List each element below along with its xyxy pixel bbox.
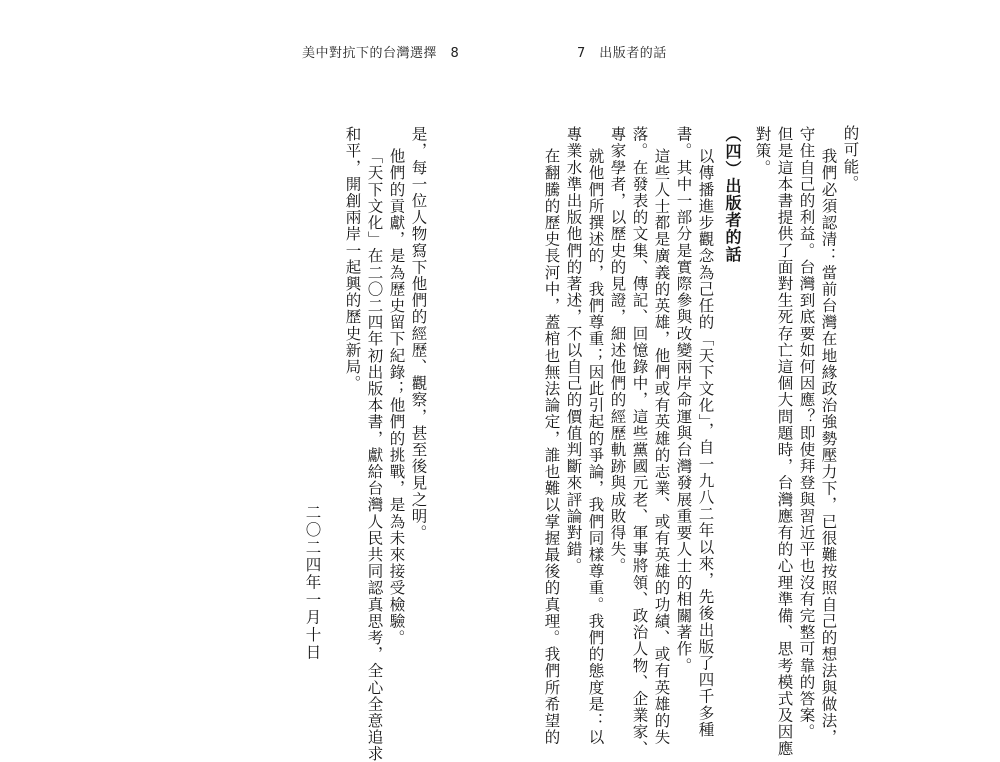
text-column: 守住自己的利益。台灣到底要如何因應？即使拜登與習近平也沒有完整可靠的答案。 (797, 126, 816, 741)
text-column: 對策。 (753, 126, 772, 176)
text-column: 我們必須認清：當前台灣在地緣政治強勢壓力下，已很難按照自己的想法與做法， (819, 148, 838, 746)
text-column: 以傳播進步觀念為己任的「天下文化」，自一九八二年以來，先後出版了四千多種 (696, 148, 715, 738)
text-column: 就他們所撰述的，我們尊重；因此引起的爭論，我們同樣尊重。我們的態度是：以 (586, 148, 605, 746)
text-column: 在翻騰的歷史長河中，蓋棺也無法論定，誰也難以掌握最後的真理。我們所希望的 (542, 148, 561, 746)
text-column: 書。其中一部分是實際參與改變兩岸命運與台灣發展重要人士的相關著作。 (674, 126, 693, 674)
left-page-running-header: 美中對抗下的台灣選擇 8 (302, 46, 460, 61)
text-column: 但是這本書提供了面對生死存亡這個大問題時，台灣應有的心理準備、思考模式及因應 (775, 126, 794, 757)
text-column: 他們的貢獻，是為歷史留下紀錄；他們的挑戰，是為未來接受檢驗。 (387, 148, 406, 646)
text-column: 這些人士都是廣義的英雄，他們或有英雄的志業、或有英雄的功績、或有英雄的失 (652, 148, 671, 746)
right-page-running-header: 7 出版者的話 (577, 46, 667, 61)
date-line: 二〇二四年一月十日 (303, 504, 322, 662)
text-column: 和平，開創兩岸一起興的歷史新局。 (343, 126, 362, 392)
text-column: 是，每一位人物寫下他們的經歷、觀察，甚至後見之明。 (409, 126, 428, 541)
section-heading: （四）出版者的話 (723, 126, 742, 263)
text-column: 落。在發表的文集、傳記、回憶錄中，這些黨國元老、軍事將領、政治人物、企業家、 (630, 126, 649, 757)
text-column: 專家學者，以歷史的見證，細述他們的經歷軌跡與成敗得失。 (608, 126, 627, 575)
text-column: 「天下文化」在二〇二四年初出版本書，獻給台灣人民共同認真思考，全心全意追求 (365, 148, 384, 762)
text-column: 的可能。 (841, 125, 860, 192)
text-column: 專業水準出版他們的著述，不以自己的價值判斷來評論對錯。 (564, 126, 583, 575)
